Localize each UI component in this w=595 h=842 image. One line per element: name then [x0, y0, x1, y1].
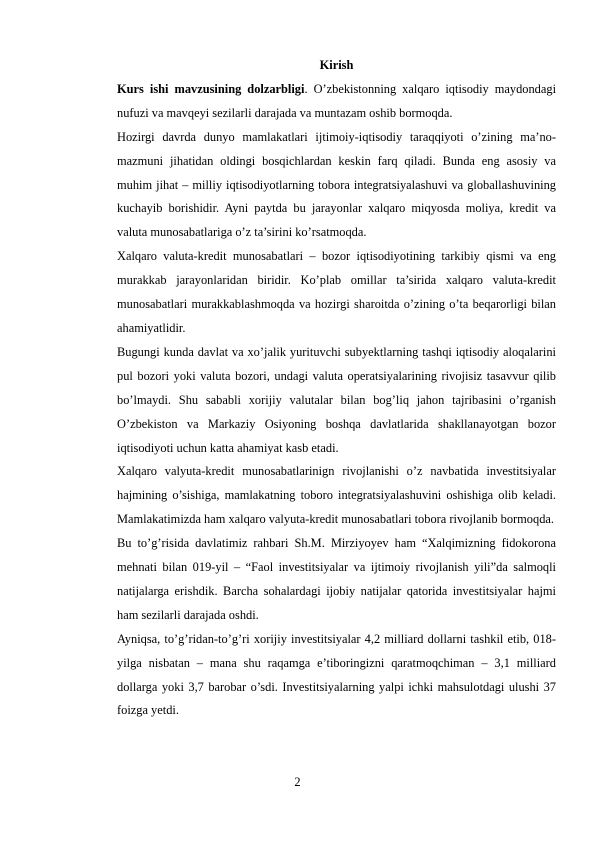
paragraph-text: Bu to’g’risida davlatimiz rahbari Sh.M. Mirziyoyev ham “Xalqimizning fidokorona mehnati bilan 019-yil – “Faol investitsiyalar va ijtimoiy rivojlanish yili”da salmoqli natijalarga erishdik. Barcha sohalardagi ijobiy natijalar qatorida investitsiyalar hajmi ham sezilarli darajada oshdi. — [117, 536, 556, 622]
paragraph-currency-credit-relations — [117, 245, 556, 341]
paragraph-text: Hozirgi davrda dunyo mamlakatlari ijtimoiy-iqtisodiy taraqqiyoti o’zining ma’no-mazmuni jihatidan oldingi bosqichlardan keskin farq qiladi. Bunda eng asosiy va muhim jihat – milliy iqtisodiyotlarning tobora integratsiyalashuvi va globallashuvining kuchayib borishidir. Ayni paytda bu jarayonlar xalqaro miqyosda moliya, kredit va valuta munosabatlariga o’z ta’sirini ko’rsatmoqda. — [117, 129, 556, 240]
paragraph-text: Bugungi kunda davlat va xo’jalik yurituvchi subyektlarning tashqi iqtisodiy aloqalarini pul bozori yoki valuta bozori, undagi valuta operatsiyalarining rivojisiz tasavvur qilib bo’lmaydi. Shu sababli xorijiy valutalar bilan bog’liq jahon tajribasini o’rganish O’zbekiston va Markaziy Osiyoning boshqa davlatlarida shakllanayotgan bozor iqtisodiyoti uchun katta ahamiyat kasb etadi. — [117, 344, 556, 455]
page-number: 2 — [294, 775, 301, 789]
paragraph-external-economic-ties — [117, 341, 556, 461]
paragraph-current-period — [117, 126, 556, 246]
paragraph-investment-growth — [117, 460, 556, 532]
paragraph-text: . O’zbekistonning xalqaro iqtisodiy maydondagi nufuzi va mavqeyi sezilarli darajada va muntazam oshib bormoqda. — [117, 81, 557, 120]
paragraph-president-quote — [117, 532, 556, 628]
paragraph-foreign-investment — [117, 628, 556, 724]
paragraph-text: Xalqaro valyuta-kredit munosabatlarinign rivojlanishi o’z navbatida investitsiyalar hajmining o’sishiga, mamlakatning toboro integratsiyalashuvini oshishiga olib keladi. Mamlakatimizda ham xalqaro valyuta-kredit munosabatlari tobora rivojlanib bormoqda. — [117, 464, 556, 527]
paragraph-lead-bold: Kurs ishi mavzusining dolzarbligi — [117, 81, 305, 96]
paragraph-relevance — [117, 78, 556, 126]
paragraph-text: Ayniqsa, to’g’ridan-to’g’ri xorijiy investitsiyalar 4,2 milliard dollarni tashkil etib, 018-yilga nisbatan – mana shu raqamga e’tiboringizni qaratmoqchiman – 3,1 milliard dollarga yoki 3,7 barobar o’sdi. Investitsiyalarning yalpi ichki mahsulotdagi ulushi 37 foizga yetdi. — [117, 631, 556, 718]
document-body — [117, 54, 556, 723]
paragraph-text: Xalqaro valuta-kredit munosabatlari – bozor iqtisodiyotining tarkibiy qismi va eng murakkab jarayonlaridan biridir. Ko’plab omillar ta’sirida xalqaro valuta-kredit munosabatlari murakkablashmoqda va hozirgi sharoitda o’zining o’ta beqarorligi bilan ahamiyatlidir. — [117, 249, 556, 335]
section-title: Kirish — [319, 58, 354, 72]
